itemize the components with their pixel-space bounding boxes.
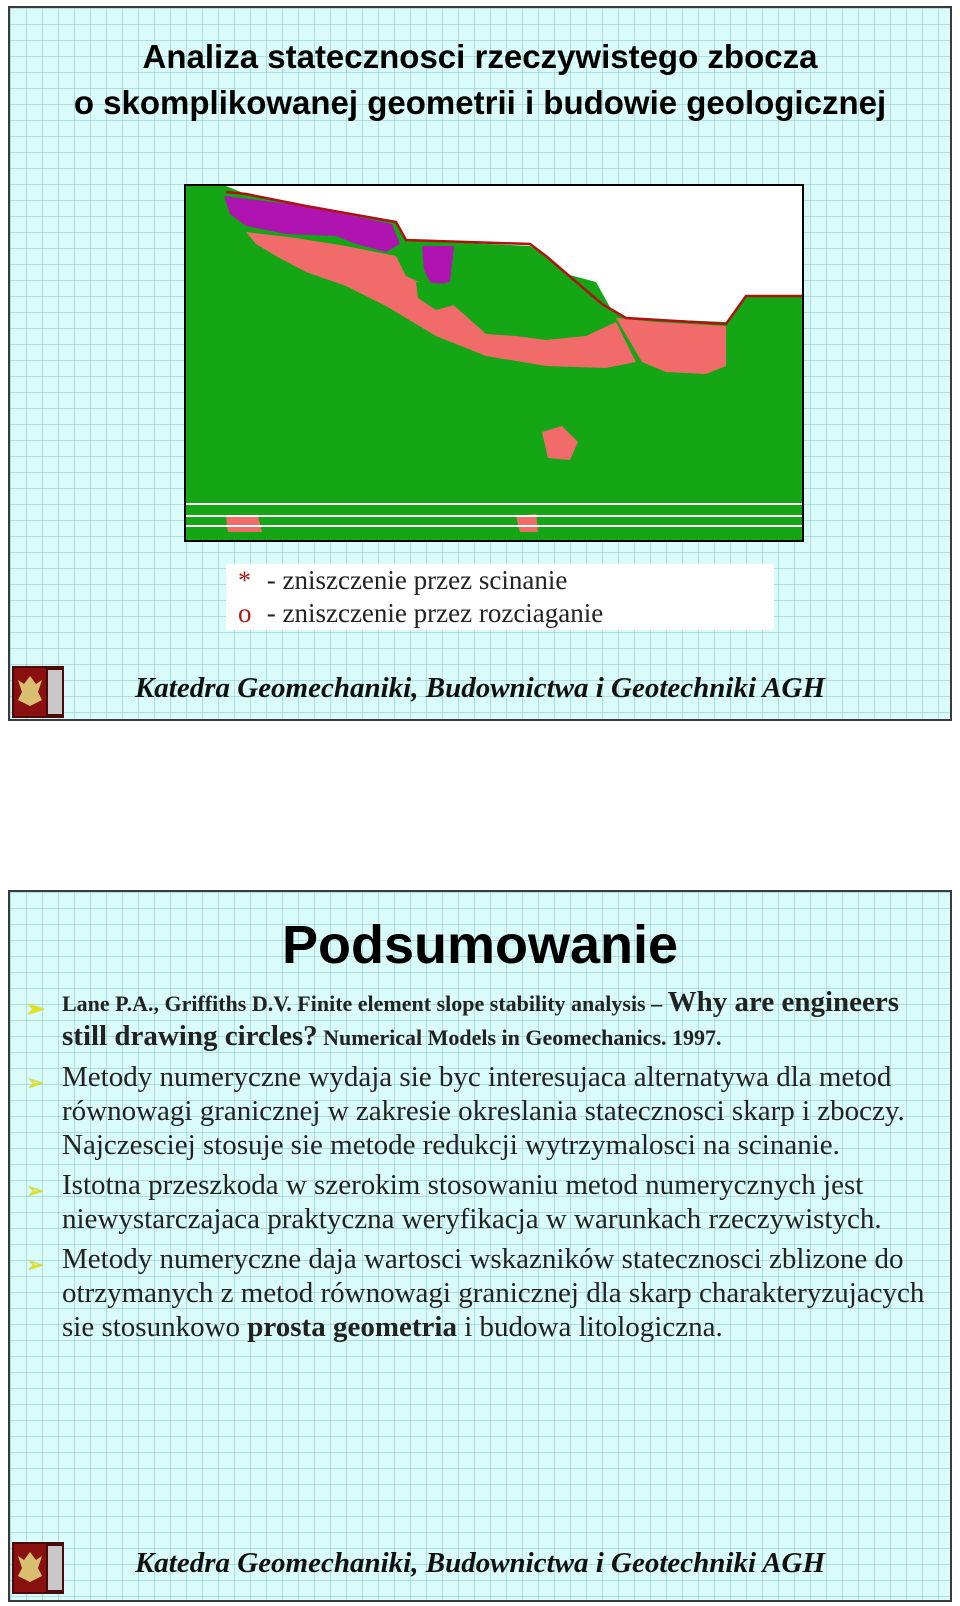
slide-title-line-1: Analiza statecznosci rzeczywistego zbocza <box>142 38 818 75</box>
arrow-bullet-icon: ➢ <box>26 1178 45 1203</box>
bullet-3-text-2: i budowa litologiczna. <box>456 1311 723 1343</box>
shear-label: - zniszczenie przez scinanie <box>260 565 568 595</box>
arrow-bullet-icon: ➢ <box>26 1252 45 1277</box>
tension-label: - zniszczenie przez rozciaganie <box>260 598 604 628</box>
legend-row-tension <box>238 597 774 630</box>
reference-part-1: Lane P.A., Griffiths D.V. Finite element slope stability analysis – <box>62 991 668 1016</box>
shear-zone-toe <box>616 318 726 374</box>
bullet-obstacle <box>26 1168 930 1236</box>
summary-title: Podsumowanie <box>281 915 679 975</box>
slide-title-line-2: o skomplikowanej geometrii i budowie geologicznej <box>73 84 887 121</box>
tension-zone-middle <box>422 246 454 286</box>
slope-model-image <box>186 186 802 540</box>
bullet-safety-factors <box>26 1242 930 1344</box>
reference-part-3: Numerical Models in Geomechanics. 1997. <box>317 1025 722 1050</box>
slide-slope-analysis <box>8 6 952 721</box>
shear-symbol: * <box>238 566 251 595</box>
slope-failure-figure <box>184 184 804 542</box>
bullet-reference <box>26 986 930 1054</box>
arrow-bullet-icon: ➢ <box>26 996 45 1021</box>
shear-zone-deep-1 <box>542 426 578 460</box>
arrow-bullet-icon: ➢ <box>26 1070 45 1095</box>
bullet-3-bold: prosta geometria <box>247 1311 457 1343</box>
slide-footer: Katedra Geomechaniki, Budownictwa i Geotechniki AGH <box>134 672 826 704</box>
slide-summary <box>8 890 952 1602</box>
reference-part-2: Why are engineers still drawing circles? <box>62 986 900 1052</box>
tension-symbol: o <box>238 598 252 628</box>
bullet-3-text-1: Metody numeryczne daja wartosci wskazników statecznosci zblizone do otrzymanych z metod równowagi granicznej dla skarp charakteryzujacych sie stosunkowo <box>62 1243 925 1343</box>
legend-row-shear <box>238 564 774 597</box>
shear-zone-deep-2 <box>226 516 262 532</box>
slide-footer: Katedra Geomechaniki, Budownictwa i Geotechniki AGH <box>134 1547 826 1579</box>
summary-bullet-list <box>26 986 930 1350</box>
bullet-2-text: Istotna przeszkoda w szerokim stosowaniu metod numerycznych jest niewystarczajaca praktyczna weryfikacja w warunkach rzeczywistych. <box>62 1169 882 1235</box>
slide-title <box>10 34 950 126</box>
failure-legend <box>226 564 774 630</box>
bullet-numerical-methods <box>26 1060 930 1162</box>
bullet-1-text: Metody numeryczne wydaja sie byc interesujaca alternatywa dla metod równowagi granicznej w zakresie okreslania statecznosci skarp i zboczy. Najczesciej stosuje sie metode redukcji wytrzymalosci na scinanie. <box>62 1061 905 1161</box>
